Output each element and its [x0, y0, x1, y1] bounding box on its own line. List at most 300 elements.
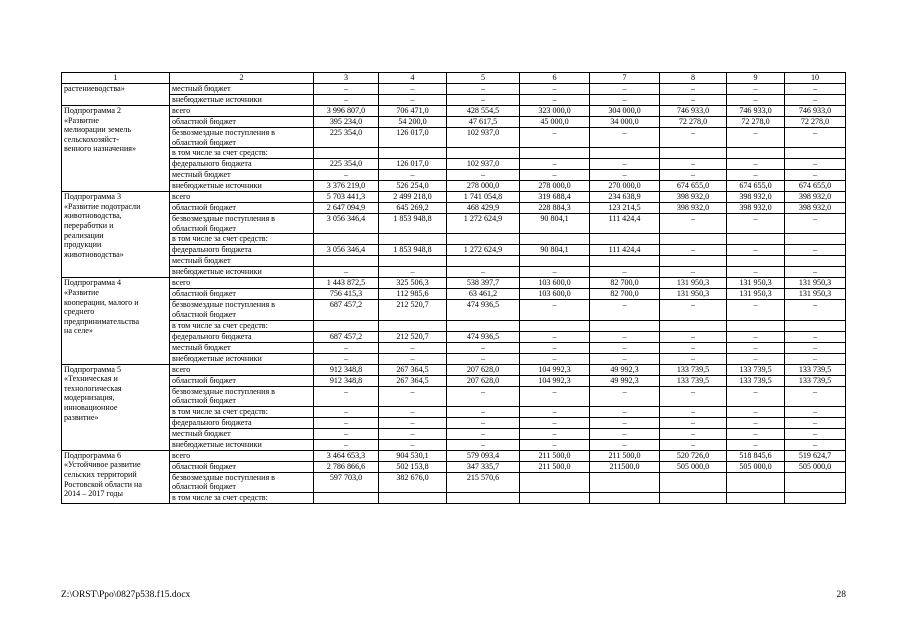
- program-name-cell: [62, 278, 170, 364]
- value-cell: –: [379, 353, 447, 364]
- program-name-line: «Развитие подотрасли: [64, 201, 141, 211]
- value-cell: –: [447, 95, 520, 106]
- value-cell: –: [314, 417, 379, 428]
- value-cell: –: [314, 84, 379, 95]
- value-cell: [727, 492, 785, 503]
- program-name-line: на селе»: [64, 326, 93, 336]
- value-cell: 468 429,9: [447, 203, 520, 214]
- value-cell: –: [379, 428, 447, 439]
- value-cell: –: [590, 417, 660, 428]
- program-name-cell: [62, 450, 170, 503]
- table-row: [62, 159, 846, 170]
- value-cell: 645 269,2: [379, 203, 447, 214]
- funding-source-cell: федерального бюджета: [170, 331, 314, 342]
- value-cell: –: [785, 386, 846, 406]
- value-cell: –: [785, 128, 846, 148]
- funding-source-cell: местный бюджет: [170, 84, 314, 95]
- value-cell: [520, 492, 590, 503]
- value-cell: –: [785, 428, 846, 439]
- value-cell: –: [660, 267, 727, 278]
- funding-source-cell: безвозмездные поступления в областной бюджет: [170, 300, 314, 320]
- value-cell: –: [785, 342, 846, 353]
- value-cell: –: [590, 406, 660, 417]
- program-name-line: реализации: [64, 230, 104, 240]
- value-cell: –: [727, 267, 785, 278]
- value-cell: 398 932,0: [727, 203, 785, 214]
- value-cell: 133 739,5: [785, 375, 846, 386]
- header-cell: 8: [660, 73, 727, 84]
- value-cell: 398 932,0: [660, 203, 727, 214]
- value-cell: 519 624,7: [785, 450, 846, 461]
- value-cell: 904 530,1: [379, 450, 447, 461]
- value-cell: –: [379, 267, 447, 278]
- value-cell: [447, 256, 520, 267]
- value-cell: 2 647 094,9: [314, 203, 379, 214]
- value-cell: 267 364,5: [379, 375, 447, 386]
- funding-source-cell: местный бюджет: [170, 256, 314, 267]
- value-cell: –: [660, 342, 727, 353]
- value-cell: –: [660, 170, 727, 181]
- value-cell: 102 937,0: [447, 159, 520, 170]
- value-cell: 304 000,0: [590, 106, 660, 117]
- value-cell: 5 703 441,3: [314, 192, 379, 203]
- table-row: [62, 117, 846, 128]
- value-cell: 428 554,5: [447, 106, 520, 117]
- value-cell: –: [314, 439, 379, 450]
- funding-source-cell: областной бюджет: [170, 203, 314, 214]
- program-name-line: предпринимательства: [64, 316, 140, 326]
- table-row: [62, 203, 846, 214]
- table-row: [62, 106, 846, 117]
- table-row: [62, 214, 846, 234]
- table-row: [62, 300, 846, 320]
- value-cell: [379, 256, 447, 267]
- value-cell: –: [379, 406, 447, 417]
- value-cell: [660, 320, 727, 331]
- program-name-line: 2014 – 2017 годы: [64, 489, 123, 499]
- value-cell: –: [727, 386, 785, 406]
- value-cell: [590, 492, 660, 503]
- value-cell: 131 950,3: [727, 278, 785, 289]
- program-name-line: Подпрограмма 5: [64, 364, 122, 374]
- value-cell: 395 234,0: [314, 117, 379, 128]
- value-cell: 3 376 219,0: [314, 181, 379, 192]
- program-name-line: развитие»: [64, 412, 99, 422]
- value-cell: –: [727, 439, 785, 450]
- header-cell: 10: [785, 73, 846, 84]
- table-row: [62, 375, 846, 386]
- value-cell: 212 520,7: [379, 300, 447, 320]
- table-row: [62, 450, 846, 461]
- program-name-line: животноводства,: [64, 211, 122, 221]
- table-row: [62, 472, 846, 492]
- program-name-line: мелиорации земель: [64, 125, 132, 135]
- header-row: [62, 73, 846, 84]
- table-row: [62, 245, 846, 256]
- value-cell: 82 700,0: [590, 289, 660, 300]
- funding-source-cell: безвозмездные поступления в областной бюджет: [170, 386, 314, 406]
- value-cell: 1 853 948,8: [379, 245, 447, 256]
- value-cell: –: [660, 331, 727, 342]
- value-cell: –: [520, 331, 590, 342]
- value-cell: –: [520, 159, 590, 170]
- value-cell: –: [447, 428, 520, 439]
- value-cell: –: [660, 417, 727, 428]
- value-cell: –: [520, 386, 590, 406]
- program-name-line: растениеводства»: [64, 84, 125, 93]
- table-row: [62, 256, 846, 267]
- value-cell: –: [660, 406, 727, 417]
- value-cell: –: [727, 406, 785, 417]
- program-name-line: кооперации, малого и: [64, 297, 139, 307]
- value-cell: 505 000,0: [660, 461, 727, 472]
- value-cell: 505 000,0: [785, 461, 846, 472]
- value-cell: –: [314, 95, 379, 106]
- value-cell: 3 056 346,4: [314, 245, 379, 256]
- table-row: [62, 289, 846, 300]
- value-cell: 63 461,2: [447, 289, 520, 300]
- value-cell: 131 950,3: [660, 278, 727, 289]
- table-row: [62, 128, 846, 148]
- value-cell: 90 804,1: [520, 214, 590, 234]
- value-cell: 225 354,0: [314, 159, 379, 170]
- value-cell: –: [590, 439, 660, 450]
- value-cell: –: [727, 170, 785, 181]
- value-cell: [520, 472, 590, 492]
- value-cell: 538 397,7: [447, 278, 520, 289]
- table-row: [62, 492, 846, 503]
- header-cell: 1: [62, 73, 170, 84]
- funding-source-cell: местный бюджет: [170, 428, 314, 439]
- value-cell: 207 628,0: [447, 375, 520, 386]
- value-cell: 2 786 866,6: [314, 461, 379, 472]
- value-cell: 674 655,0: [660, 181, 727, 192]
- value-cell: 502 153,8: [379, 461, 447, 472]
- value-cell: –: [727, 300, 785, 320]
- value-cell: 215 570,6: [447, 472, 520, 492]
- value-cell: [590, 234, 660, 245]
- value-cell: 72 278,0: [727, 117, 785, 128]
- table-row: [62, 364, 846, 375]
- value-cell: 520 726,0: [660, 450, 727, 461]
- value-cell: 47 617,5: [447, 117, 520, 128]
- program-name-line: «Техническая и: [64, 374, 118, 384]
- value-cell: 103 600,0: [520, 278, 590, 289]
- program-name-cell: [62, 364, 170, 450]
- program-name-line: переработки и: [64, 220, 114, 230]
- value-cell: 3 464 653,3: [314, 450, 379, 461]
- value-cell: –: [785, 300, 846, 320]
- funding-source-cell: безвозмездные поступления в областной бюджет: [170, 128, 314, 148]
- funding-source-cell: безвозмездные поступления в областной бюджет: [170, 472, 314, 492]
- value-cell: –: [727, 84, 785, 95]
- funding-source-cell: всего: [170, 192, 314, 203]
- value-cell: –: [447, 342, 520, 353]
- value-cell: 111 424,4: [590, 245, 660, 256]
- program-name-cell: [62, 106, 170, 192]
- value-cell: –: [785, 214, 846, 234]
- value-cell: –: [660, 84, 727, 95]
- value-cell: –: [520, 417, 590, 428]
- value-cell: [314, 492, 379, 503]
- value-cell: –: [447, 84, 520, 95]
- header-cell: 5: [447, 73, 520, 84]
- value-cell: –: [379, 386, 447, 406]
- value-cell: 131 950,3: [785, 278, 846, 289]
- value-cell: 474 936,5: [447, 300, 520, 320]
- value-cell: [660, 472, 727, 492]
- value-cell: 131 950,3: [785, 289, 846, 300]
- value-cell: 90 804,1: [520, 245, 590, 256]
- value-cell: [447, 320, 520, 331]
- value-cell: –: [727, 428, 785, 439]
- value-cell: –: [727, 159, 785, 170]
- value-cell: 82 700,0: [590, 278, 660, 289]
- value-cell: –: [447, 406, 520, 417]
- value-cell: 526 254,0: [379, 181, 447, 192]
- funding-source-cell: в том числе за счет средств:: [170, 320, 314, 331]
- funding-source-cell: всего: [170, 364, 314, 375]
- value-cell: 474 936,5: [447, 331, 520, 342]
- value-cell: [314, 148, 379, 159]
- funding-source-cell: областной бюджет: [170, 289, 314, 300]
- value-cell: 746 933,0: [660, 106, 727, 117]
- value-cell: [314, 320, 379, 331]
- value-cell: 1 741 054,8: [447, 192, 520, 203]
- program-name-line: «Развитие: [64, 287, 99, 297]
- table-row: [62, 278, 846, 289]
- program-name-line: сельских территорий: [64, 469, 137, 479]
- value-cell: 912 348,8: [314, 364, 379, 375]
- value-cell: [785, 148, 846, 159]
- table-row: [62, 192, 846, 203]
- value-cell: –: [314, 267, 379, 278]
- value-cell: –: [520, 342, 590, 353]
- value-cell: 706 471,0: [379, 106, 447, 117]
- value-cell: –: [314, 353, 379, 364]
- value-cell: –: [447, 170, 520, 181]
- program-name-line: среднего: [64, 307, 95, 317]
- table-row: [62, 267, 846, 278]
- program-name-line: животноводства»: [64, 249, 124, 259]
- value-cell: [314, 256, 379, 267]
- value-cell: [785, 492, 846, 503]
- value-cell: –: [727, 214, 785, 234]
- funding-source-cell: местный бюджет: [170, 342, 314, 353]
- value-cell: –: [727, 331, 785, 342]
- value-cell: –: [520, 300, 590, 320]
- value-cell: –: [520, 428, 590, 439]
- table-row: [62, 342, 846, 353]
- table-row: [62, 353, 846, 364]
- value-cell: 112 985,6: [379, 289, 447, 300]
- value-cell: –: [379, 84, 447, 95]
- value-cell: –: [660, 214, 727, 234]
- value-cell: 133 739,5: [727, 364, 785, 375]
- funding-source-cell: в том числе за счет средств:: [170, 492, 314, 503]
- value-cell: –: [660, 159, 727, 170]
- value-cell: –: [785, 170, 846, 181]
- value-cell: –: [520, 170, 590, 181]
- value-cell: –: [785, 84, 846, 95]
- program-name-cell: [62, 84, 170, 106]
- value-cell: 267 364,5: [379, 364, 447, 375]
- table-row: [62, 417, 846, 428]
- funding-source-cell: в том числе за счет средств:: [170, 234, 314, 245]
- value-cell: 123 214,5: [590, 203, 660, 214]
- value-cell: 131 950,3: [660, 289, 727, 300]
- value-cell: –: [660, 428, 727, 439]
- funding-source-cell: внебюджетные источники: [170, 439, 314, 450]
- funding-source-cell: областной бюджет: [170, 461, 314, 472]
- budget-table: [61, 72, 846, 504]
- value-cell: –: [727, 353, 785, 364]
- value-cell: 3 056 346,4: [314, 214, 379, 234]
- value-cell: –: [447, 386, 520, 406]
- value-cell: –: [379, 342, 447, 353]
- value-cell: 319 688,4: [520, 192, 590, 203]
- value-cell: –: [520, 84, 590, 95]
- funding-source-cell: внебюджетные источники: [170, 353, 314, 364]
- value-cell: [660, 256, 727, 267]
- header-cell: 3: [314, 73, 379, 84]
- value-cell: [727, 320, 785, 331]
- value-cell: [520, 256, 590, 267]
- value-cell: –: [520, 128, 590, 148]
- value-cell: [660, 492, 727, 503]
- program-name-line: Подпрограмма 6: [64, 450, 122, 460]
- value-cell: [447, 234, 520, 245]
- value-cell: 597 703,0: [314, 472, 379, 492]
- value-cell: –: [785, 95, 846, 106]
- value-cell: 912 348,8: [314, 375, 379, 386]
- table-row: [62, 181, 846, 192]
- value-cell: [520, 148, 590, 159]
- value-cell: –: [520, 439, 590, 450]
- value-cell: –: [590, 128, 660, 148]
- value-cell: 211 500,0: [590, 450, 660, 461]
- funding-source-cell: всего: [170, 450, 314, 461]
- program-name-line: сельскохозяйст-: [64, 134, 119, 144]
- program-name-line: модернизация,: [64, 393, 115, 403]
- value-cell: –: [590, 428, 660, 439]
- value-cell: 131 950,3: [727, 289, 785, 300]
- header-cell: 4: [379, 73, 447, 84]
- table-row: [62, 234, 846, 245]
- value-cell: [590, 148, 660, 159]
- value-cell: [379, 234, 447, 245]
- value-cell: 133 739,5: [660, 364, 727, 375]
- value-cell: [785, 256, 846, 267]
- value-cell: 746 933,0: [785, 106, 846, 117]
- table-row: [62, 331, 846, 342]
- value-cell: –: [379, 170, 447, 181]
- header-cell: 6: [520, 73, 590, 84]
- value-cell: 1 853 948,8: [379, 214, 447, 234]
- value-cell: –: [447, 267, 520, 278]
- value-cell: 278 000,0: [447, 181, 520, 192]
- value-cell: 212 520,7: [379, 331, 447, 342]
- value-cell: [379, 320, 447, 331]
- funding-source-cell: федерального бюджета: [170, 245, 314, 256]
- funding-source-cell: в том числе за счет средств:: [170, 406, 314, 417]
- header-cell: 7: [590, 73, 660, 84]
- value-cell: [520, 234, 590, 245]
- table-row: [62, 386, 846, 406]
- value-cell: –: [590, 386, 660, 406]
- value-cell: 398 932,0: [660, 192, 727, 203]
- value-cell: 1 272 624,9: [447, 214, 520, 234]
- table-row: [62, 320, 846, 331]
- value-cell: [785, 234, 846, 245]
- value-cell: 228 884,3: [520, 203, 590, 214]
- funding-source-cell: в том числе за счет средств:: [170, 148, 314, 159]
- value-cell: 398 932,0: [785, 192, 846, 203]
- value-cell: 133 739,5: [660, 375, 727, 386]
- funding-source-cell: внебюджетные источники: [170, 267, 314, 278]
- program-name-cell: [62, 192, 170, 278]
- value-cell: –: [727, 417, 785, 428]
- value-cell: 687 457,2: [314, 331, 379, 342]
- value-cell: –: [520, 353, 590, 364]
- value-cell: 72 278,0: [785, 117, 846, 128]
- value-cell: –: [727, 342, 785, 353]
- value-cell: 398 932,0: [785, 203, 846, 214]
- program-name-line: Подпрограмма 4: [64, 278, 122, 288]
- value-cell: –: [590, 300, 660, 320]
- value-cell: 756 415,3: [314, 289, 379, 300]
- table-row: [62, 170, 846, 181]
- value-cell: [520, 320, 590, 331]
- funding-source-cell: местный бюджет: [170, 170, 314, 181]
- funding-source-cell: федерального бюджета: [170, 417, 314, 428]
- value-cell: 211 500,0: [520, 450, 590, 461]
- value-cell: –: [379, 417, 447, 428]
- value-cell: [379, 492, 447, 503]
- header-cell: 9: [727, 73, 785, 84]
- value-cell: –: [785, 245, 846, 256]
- program-name-line: технологическая: [64, 383, 122, 393]
- value-cell: –: [727, 95, 785, 106]
- value-cell: –: [660, 128, 727, 148]
- value-cell: –: [520, 406, 590, 417]
- funding-source-cell: внебюджетные источники: [170, 181, 314, 192]
- value-cell: 211500,0: [590, 461, 660, 472]
- program-name-line: Подпрограмма 3: [64, 192, 122, 202]
- value-cell: –: [660, 353, 727, 364]
- value-cell: –: [590, 159, 660, 170]
- value-cell: –: [314, 342, 379, 353]
- program-name-line: Ростовской области на: [64, 479, 142, 489]
- value-cell: –: [314, 170, 379, 181]
- value-cell: –: [660, 245, 727, 256]
- value-cell: 746 933,0: [727, 106, 785, 117]
- value-cell: 3 996 807,0: [314, 106, 379, 117]
- value-cell: –: [314, 406, 379, 417]
- value-cell: 1 272 624,9: [447, 245, 520, 256]
- value-cell: 398 932,0: [727, 192, 785, 203]
- value-cell: –: [314, 386, 379, 406]
- value-cell: –: [660, 95, 727, 106]
- value-cell: –: [590, 331, 660, 342]
- value-cell: –: [590, 353, 660, 364]
- value-cell: –: [520, 267, 590, 278]
- value-cell: 34 000,0: [590, 117, 660, 128]
- value-cell: 72 278,0: [660, 117, 727, 128]
- value-cell: –: [590, 342, 660, 353]
- value-cell: –: [447, 353, 520, 364]
- value-cell: [590, 320, 660, 331]
